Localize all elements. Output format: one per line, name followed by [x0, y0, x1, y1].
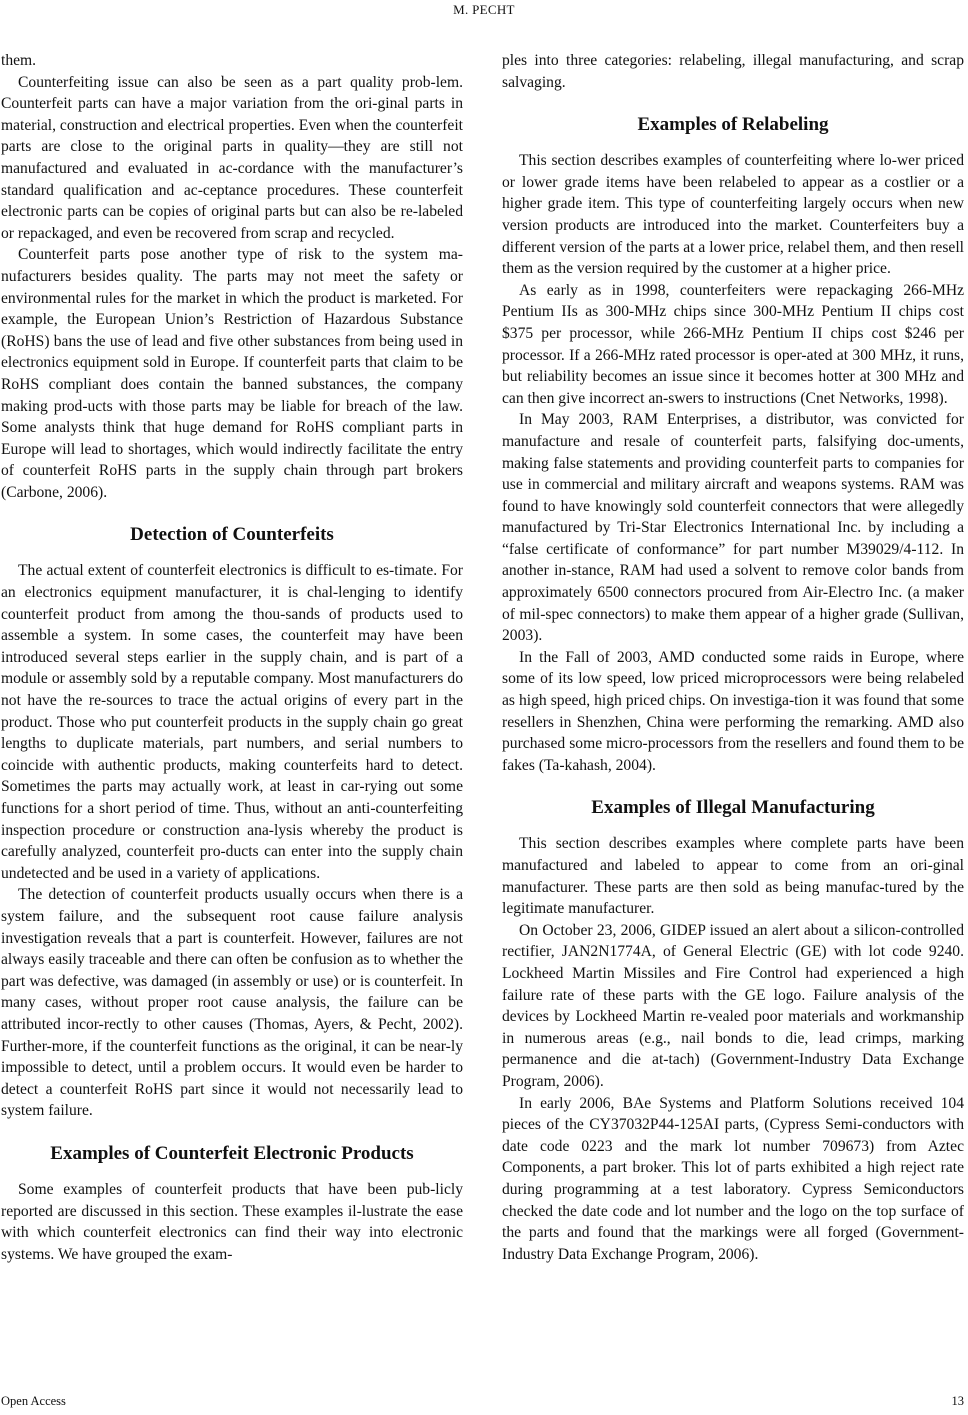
right-column: [502, 50, 964, 1265]
running-head: M. PECHT: [453, 2, 515, 17]
paragraph: them.: [1, 52, 37, 69]
paragraph: In May 2003, RAM Enterprises, a distributor, was convicted for manufacture and resale of counterfeit parts, falsifying doc-uments, making false statements and providing counterfeit parts to companies for use in commercial and military aircraft and weapons systems. RAM was found to have knowingly sold counterfeit connectors that were allegedly manufactured by Tri-Star Electronics International Inc. by including a “false certificate of conformance” for part number M39029/4-112. In another in-stance, RAM had used a solvent to remove color bands from approximately 6500 connectors procured from Air-Electro Inc. (a maker of mil-spec connectors) to make them appear of a higher grade (Sullivan, 2003).: [502, 411, 964, 645]
paragraph: This section describes examples where complete parts have been manufactured and labeled to appear to come from an ori-ginal manufacturer. These parts are then sold as being manufac-tured by the legitimate manufacturer.: [502, 835, 964, 918]
left-column: [1, 50, 463, 1265]
paragraph: Counterfeiting issue can also be seen as a part quality prob-lem. Counterfeit parts can have a major variation from the ori-ginal parts in material, construction and electrical properties. Even when the counterfeit parts are close to the original parts in quality—they are still not manufactured and evaluated in ac-cordance with the manufacturer’s standard qualification and ac-ceptance procedures. These counterfeit electronic parts can be copies of original parts but can also be re-labeled or repackaged, and even be recovered from scrap and recycled.: [1, 73, 463, 242]
paragraph: The detection of counterfeit products usually occurs when there is a system failure, and the subsequent root cause failure analysis investigation reveals that a part is counterfeit. However, failures are not always easily traceable and there can often be confusion as to whether the part was defective, was damaged (in assembly or use) or is counterfeit. In many cases, without proper root cause analysis, the failure can be attributed incor-rectly to other causes (Thomas, Ayers, & Pecht, 2002). Further-more, if the counterfeit functions as the original, it can be near-ly impossible to detect, until a problem occurs. It would even be harder to detect a counterfeit RoHS part since it would not necessarily lead to system failure.: [1, 886, 463, 1120]
section-heading: Detection of Counterfeits: [130, 524, 334, 546]
section-heading: Examples of Relabeling: [637, 114, 829, 136]
section-heading: Examples of Counterfeit Electronic Products: [50, 1142, 414, 1164]
paragraph: This section describes examples of counterfeiting where lo-wer priced or lower grade items have been relabeled to appear as a costlier or a higher grade item. This type of counterfeiting largely occurs when new version products are introduced into the market. Counterfeiters buy a different version of the parts at a lower price, relabel them, and then resell them as the version required by the customer at a higher price.: [502, 152, 964, 278]
section-heading: Examples of Illegal Manufacturing: [591, 797, 875, 819]
paragraph: On October 23, 2006, GIDEP issued an alert about a silicon-controlled rectifier, JAN2N1774A, of General Electric (GE) with lot code 9240. Lockheed Martin Missiles and Fire Control had experienced a high failure rate of these parts with the GE logo. Failure analysis of the devices by Lockheed Martin re-vealed poor materials and workmanship in numerous areas (e.g., nail bonds to die, lead crimps, marking permanence and die at-tach) (Government-Industry Data Exchange Program, 2006).: [502, 921, 964, 1090]
paragraph: In the Fall of 2003, AMD conducted some raids in Europe, where some of its low speed, low priced microprocessors were being relabeled as high speed, high priced chips. On investiga-tion it was found that some resellers in Shenzhen, China were performing the remarking. AMD also purchased some micro-processors from the resellers and found them to be fakes (Ta-kahash, 2004).: [502, 648, 964, 774]
paragraph: Counterfeit parts pose another type of risk to the system ma-nufacturers besides quality. The parts may not meet the safety or environmental rules for the market in which the product is marketed. For example, the European Union’s Restriction of Hazardous Substance (RoHS) bans the use of lead and five other substances from being used in electronics equipment sold in Europe. If counterfeit parts that claim to be RoHS compliant does contain the banned substances, the company making prod-ucts with those parts may be liable for breach of the law. Some analysts think that huge demand for RoHS compliant parts in Europe will lead to shortages, which would indirectly facilitate the entry of counterfeit RoHS parts in the supply chain through part brokers (Carbone, 2006).: [1, 246, 463, 501]
paragraph: Some examples of counterfeit products that have been pub-licly reported are discussed in this section. These examples il-lustrate the ease with which counterfeit electronics can find their way into electronic systems. We have grouped the exam-: [1, 1180, 463, 1263]
page-number: 13: [951, 1394, 964, 1408]
journal-name: Open Access: [1, 1394, 66, 1408]
paragraph: ples into three categories: relabeling, illegal manufacturing, and scrap salvaging.: [502, 52, 964, 91]
paragraph: As early as in 1998, counterfeiters were repackaging 266-MHz Pentium IIs as 300-MHz chips since 300-MHz Pentium II chips cost $375 per processor, while 266-MHz Pentium II chips cost $246 per processor. If a 266-MHz rated processor is oper-ated at 300 MHz, it runs, but reliability becomes an issue since it becomes hotter at 300 MHz and can then give incorrect an-swers to instructions (Cnet Networks, 1998).: [502, 281, 964, 407]
paragraph: The actual extent of counterfeit electronics is difficult to es-timate. For an electronics equipment manufacturer, it is chal-lenging to identify counterfeit product from among the thou-sands of products used to assemble a system. In some cases, the counterfeit may have been introduced several steps earlier in the supply chain, and is part of a module or assembly sold by a reputable company. Most manufacturers do not have the re-sources to trace the actual origins of every part in the product. Those who put counterfeit products in the supply chain go great lengths to duplicate materials, part numbers, and serial numbers to coincide with authentic products, making counterfeits hard to detect. Sometimes the parts may actually work, at least in car-rying out some functions for a short period of time. Thus, without an anti-counterfeiting inspection procedure or construction ana-lysis whereby the product is carefully analyzed, counterfeit pro-ducts can enter into the supply chain undetected and be used in a variety of applications.: [1, 562, 463, 882]
paragraph: In early 2006, BAe Systems and Platform Solutions received 104 pieces of the CY37032P44-125AI parts, (Cypress Semi-conductors with date code 0223 and the mark lot number 709673) from Aztec Components, a part broker. This lot of parts exhibited a high reject rate during programming at a test laboratory. Cypress Semiconductors checked the date code and lot number and the logo on the top surface of the parts and found that the markings were all forged (Government-Industry Data Exchange Program, 2006).: [502, 1094, 964, 1263]
